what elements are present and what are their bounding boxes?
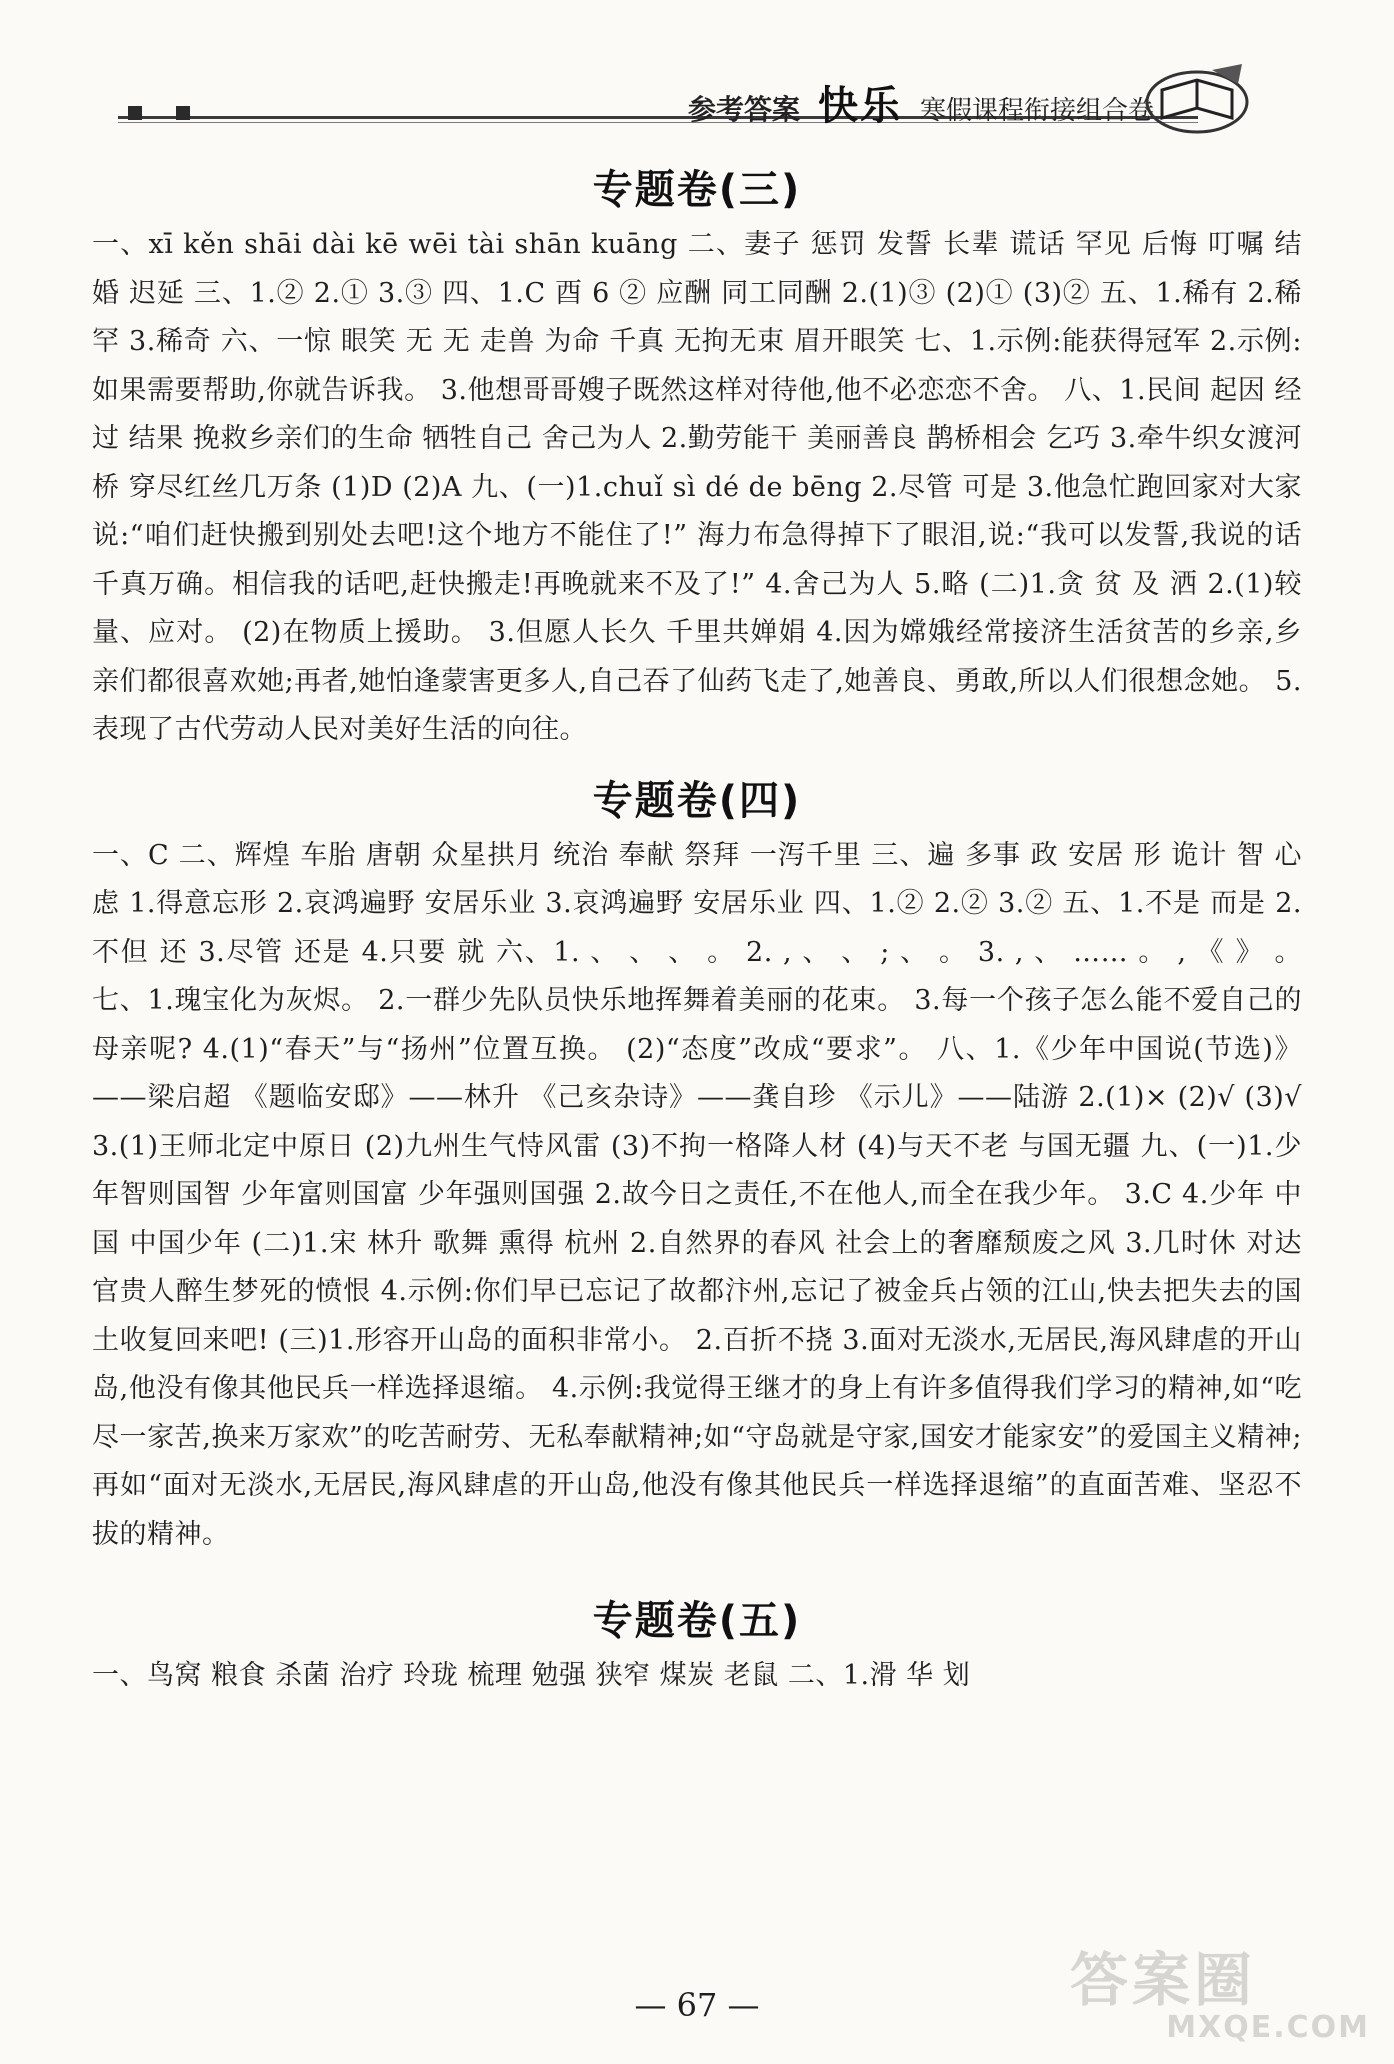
section-answers: 一、xī kěn shāi dài kē wēi tài shān kuāng 二、妻子 惩罚 发誓 长辈 谎话 罕见 后悔 叮嘱 结婚 迟延 三、1.② 2.① 3.③ 四、1.C 酉 6 ② 应酬 同工同酬 2.(1)③ (2)① (3)② 五、1.稀有 2.稀罕 3.稀奇 六、一惊 眼笑 无 无 走兽 为命 千真 无拘无束 眉开眼笑 七、1.示例:能获得冠军 2.示例:如果需要帮助,你就告诉我。 3.他想哥哥嫂子既然这样对待他,他不必恋恋不舍。 八、1.民间 起因 经过 结果 挽救乡亲们的生命 牺牲自己 舍己为人 2.勤劳能干 美丽善良 鹊桥相会 乞巧 3.牵牛织女渡河桥 穿尽红丝几万条 (1)D (2)A 九、(一)1.chuǐ sì dé de bēng 2.尽管 可是 3.他急忙跑回家对大家说:“咱们赶快搬到别处去吧!这个地方不能住了!” 海力布急得掉下了眼泪,说:“我可以发誓,我说的话千真万确。相信我的话吧,赶快搬走!再晚就来不及了!” 4.舍己为人 5.略 (二)1.贪 贫 及 洒 2.(1)较量、应对。 (2)在物质上援助。 3.但愿人长久 千里共婵娟 4.因为嫦娥经常接济生活贫苦的乡亲,乡亲们都很喜欢她;再者,她怕逢蒙害更多人,自己吞了仙药飞走了,她善良、勇敢,所以人们很想念她。 5.表现了古代劳动人民对美好生活的向往。 [92,229,1302,745]
book-logo-icon [1142,60,1252,140]
header-square-icon [176,106,190,120]
section-title: 专题卷(四) [592,777,802,824]
section-answers: 一、鸟窝 粮食 杀菌 治疗 玲珑 梳理 勉强 狭窄 煤炭 老鼠 二、1.滑 华 划 [92,1660,971,1691]
section-title: 专题卷(五) [592,1598,802,1644]
header-square-icon [128,106,142,120]
series-title: 寒假课程衔接组合卷 [919,96,1154,126]
brand-title: 快乐 [817,83,902,129]
watermark-logo [1070,1946,1370,2050]
page-header [0,0,1394,150]
answers-label: 参考答案 [687,93,800,126]
watermark-main: 答案圈 [1070,1946,1257,2014]
section-answers: 一、C 二、辉煌 车胎 唐朝 众星拱月 统治 奉献 祭拜 一泻千里 三、遍 多事 政 安居 形 诡计 智 心 虑 1.得意忘形 2.哀鸿遍野 安居乐业 3.哀鸿遍野 安居乐业 四、1.② 2.② 3.② 五、1.不是 而是 2.不但 还 3.尽管 还是 4.只要 就 六、1. 、 、 、 。 2. , 、 、 ; 、 。 3. , 、 …… 。 , 《 》 。 七、1.瑰宝化为灰烬。 2.一群少先队员快乐地挥舞着美丽的花束。 3.每一个孩子怎么能不爱自己的母亲呢? 4.(1)“春天”与“扬州”位置互换。 (2)“态度”改成“要求”。 八、1.《少年中国说(节选)》——梁启超 《题临安邸》——林升 《己亥杂诗》——龚自珍 《示儿》——陆游 2.(1)× (2)√ (3)√ 3.(1)王师北定中原日 (2)九州生气恃风雷 (3)不拘一格降人材 (4)与天不老 与国无疆 九、(一)1.少年智则国智 少年富则国富 少年强则国强 2.故今日之责任,不在他人,而全在我少年。 3.C 4.少年 中国 中国少年 (二)1.宋 林升 歌舞 熏得 杭州 2.自然界的春风 社会上的奢靡颓废之风 3.几时休 对达官贵人醉生梦死的愤恨 4.示例:你们早已忘记了故都汴州,忘记了被金兵占领的江山,快去把失去的国土收复回来吧! (三)1.形容开山岛的面积非常小。 2.百折不挠 3.面对无淡水,无居民,海风肆虐的开山岛,他没有像其他民兵一样选择退缩。 4.示例:我觉得王继才的身上有许多值得我们学习的精神,如“吃尽一家苦,换来万家欢”的吃苦耐劳、无私奉献精神;如“守岛就是守家,国安才能家安”的爱国主义精神;再如“面对无淡水,无居民,海风肆虐的开山岛,他没有像其他民兵一样选择退缩”的直面苦难、坚忍不拔的精神。 [92,839,1302,1550]
section-title: 专题卷(三) [592,167,802,213]
answer-content [92,150,1302,1970]
header-title-group [688,74,1154,131]
page-number: — 67 — [634,1986,760,2024]
watermark-url: MXQE.COM [1166,2010,1370,2045]
